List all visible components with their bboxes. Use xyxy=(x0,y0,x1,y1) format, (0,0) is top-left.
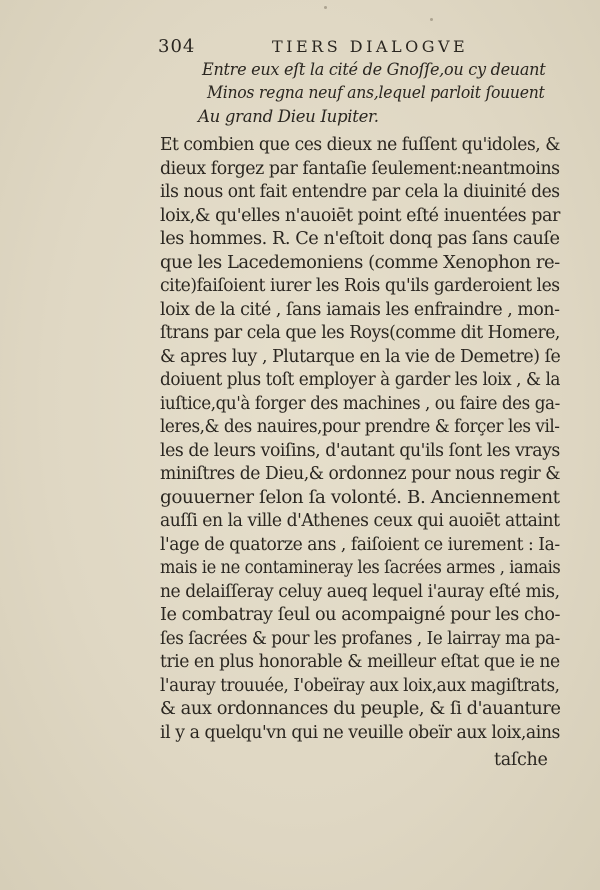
text-line: leres,& des nauires,pour prendre & forçer les vil- xyxy=(160,417,560,437)
text-line: Ie combatray ſeul ou acompaigné pour les cho- xyxy=(160,605,561,625)
text-line: iuſtice,qu'à forger des machines , ou faire des ga- xyxy=(160,393,560,414)
text-line: gouuerner ſelon ſa volonté. B. Anciennement xyxy=(160,487,560,508)
text-line: l'age de quatorze ans , faiſoient ce iurement : Ia- xyxy=(160,534,560,555)
ink-speck xyxy=(430,18,433,21)
text-line: & apres luy , Plutarque en la vie de Demetre) ſe xyxy=(160,346,561,367)
catchword: taſche xyxy=(494,750,548,770)
text-line: ſtrans par cela que les Roys(comme dit Homere, xyxy=(160,323,560,343)
text-line: cite)faiſoient iurer les Rois qu'ils garderoient les xyxy=(160,276,560,296)
text-line: les de leurs voiſins, d'autant qu'ils ſont les vrays xyxy=(160,440,560,461)
verse-line: Entre eux eſt la cité de Gnoſſe,ou cy deuant xyxy=(202,60,546,79)
text-line: & aux ordonnances du peuple, & ſi d'auanture xyxy=(160,699,561,719)
text-line: que les Lacedemoniens (comme Xenophon re- xyxy=(160,252,560,273)
verse-line: Au grand Dieu Iupiter. xyxy=(198,107,379,126)
text-line: Et combien que ces dieux ne fuſſent qu'idoles, & xyxy=(160,135,561,155)
text-line: doiuent plus toſt employer à garder les loix , & la xyxy=(160,370,561,390)
text-line: trie en plus honorable & meilleur eſtat que ie ne xyxy=(160,652,560,672)
text-line: loix,& qu'elles n'auoiēt point eſté inuentées par xyxy=(160,205,560,226)
text-line: auſſi en la ville d'Athenes ceux qui auoiēt attaint xyxy=(160,511,560,531)
text-line: ſes ſacrées & pour les profanes , Ie lairray ma pa- xyxy=(160,628,560,649)
running-title: TIERS DIALOGVE xyxy=(272,37,469,56)
text-line: les hommes. R. Ce n'eſtoit donq pas ſans cauſe xyxy=(160,229,560,249)
verse-line: Minos regna neuf ans,lequel parloit ſouuent xyxy=(207,83,545,102)
text-line: loix de la cité , ſans iamais les enfraindre , mon- xyxy=(160,299,560,320)
text-line: l'auray trouuée, I'obeïray aux loix,aux magiſtrats, xyxy=(160,675,560,696)
text-line: ils nous ont fait entendre par cela la diuinité des xyxy=(160,182,560,202)
text-line: mais ie ne contamineray les ſacrées armes , iamais xyxy=(160,558,561,578)
text-line: dieux forgez par fantaſie ſeulement:neantmoins xyxy=(160,158,560,179)
text-line: il y a quelqu'vn qui ne veuille obeïr aux loix,ains xyxy=(160,722,560,743)
running-head xyxy=(158,36,518,58)
ink-speck xyxy=(324,6,327,9)
text-line: ne delaiſſeray celuy aueq lequel i'auray eſté mis, xyxy=(160,581,560,602)
page-number: 304 xyxy=(158,36,196,57)
text-line: miniſtres de Dieu,& ordonnez pour nous regir & xyxy=(160,464,561,484)
